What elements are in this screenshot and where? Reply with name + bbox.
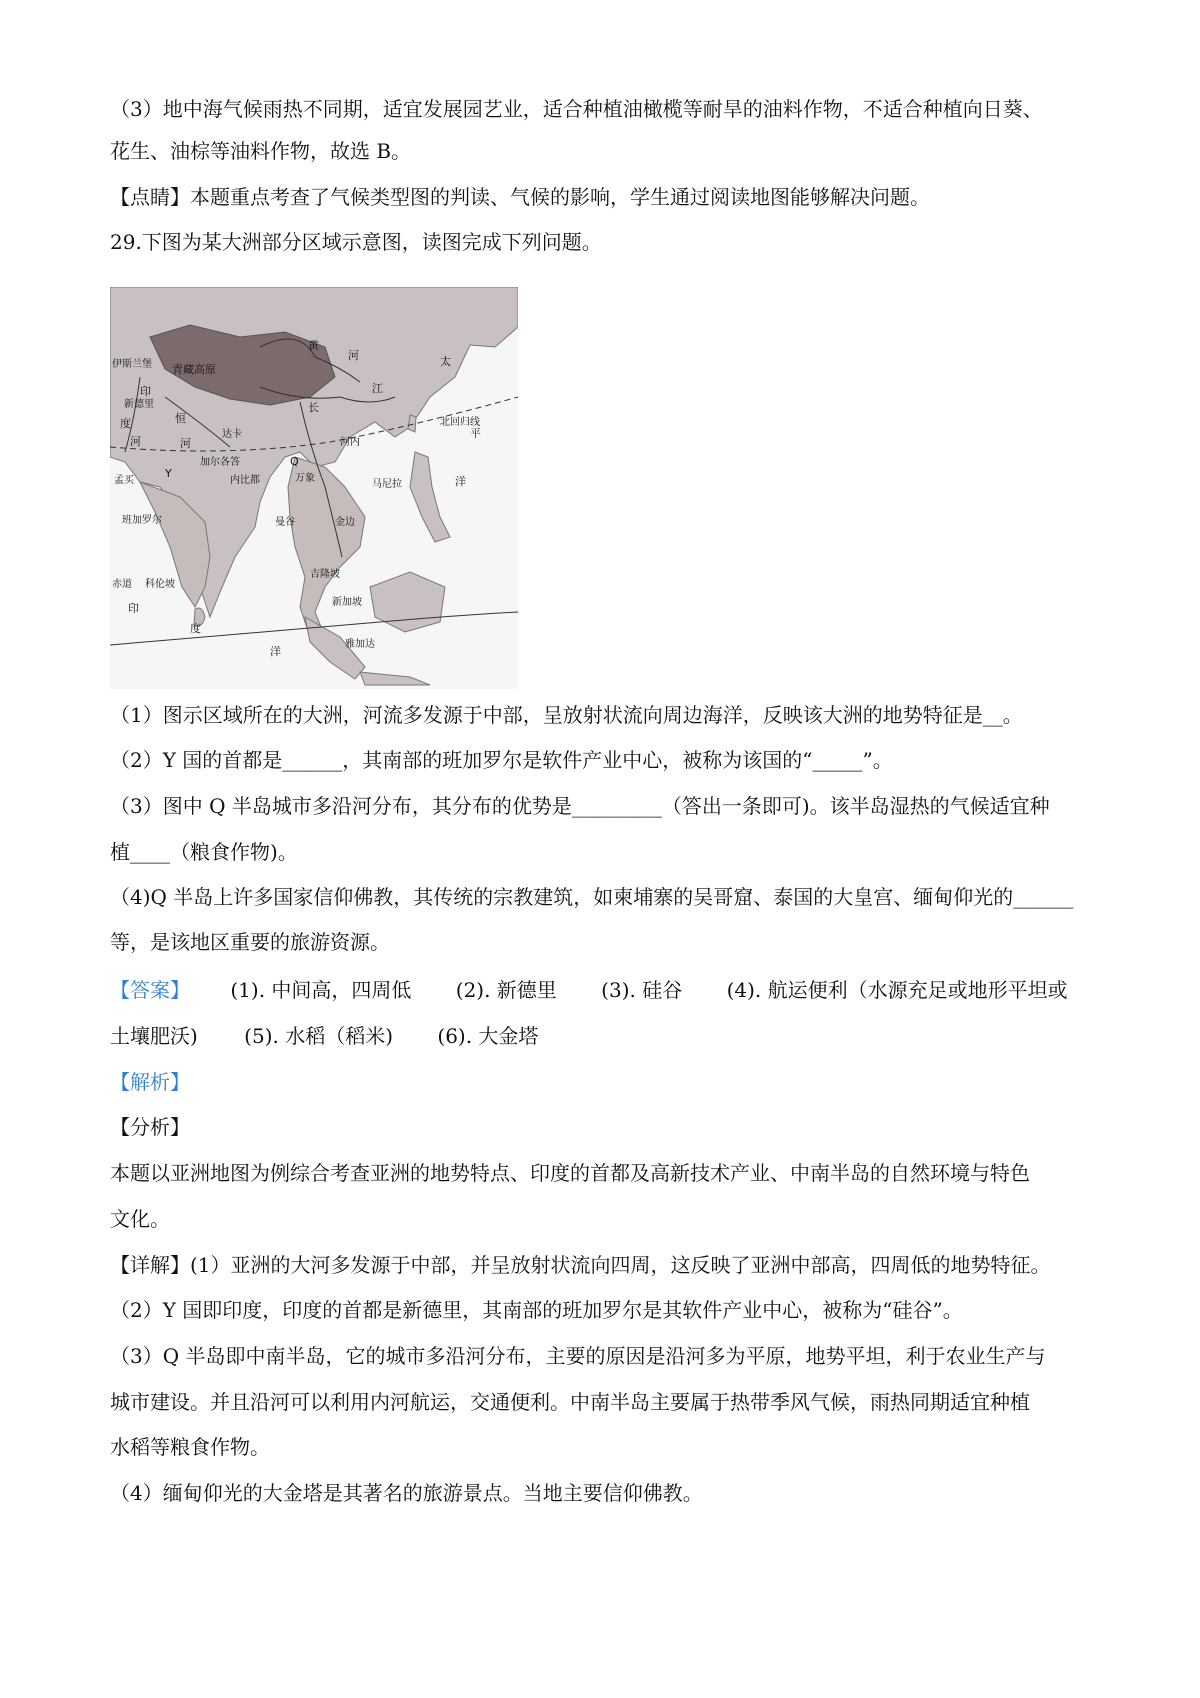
label-singapore: 新加坡 xyxy=(332,597,362,608)
label-indian-c: 洋 xyxy=(270,645,281,658)
label-islamabad: 伊斯兰堡 xyxy=(112,359,152,370)
label-dhaka: 达卡 xyxy=(222,429,242,440)
label-kualalumpur: 吉隆坡 xyxy=(310,569,340,580)
label-indus-b: 度 xyxy=(120,417,131,430)
taiwan xyxy=(408,415,416,432)
label-pacific-c: 洋 xyxy=(455,475,466,488)
analysis-intro-line-1: 本题以亚洲地图为例综合考查亚洲的地势特点、印度的首都及高新技术产业、中南半岛的自然环境与特色 xyxy=(110,1161,1030,1185)
label-indian-b: 度 xyxy=(190,622,201,635)
label-indian-a: 印 xyxy=(128,602,139,615)
label-pacific-a: 太 xyxy=(440,355,451,368)
label-hanoi: 河内 xyxy=(340,437,360,448)
answer-item-1: (1). 中间高，四周低 xyxy=(230,978,412,1002)
question-29-3-line-1: （3）图中 Q 半岛城市多沿河分布，其分布的优势是_________（答出一条即可)。该半岛湿热的气候适宜种 xyxy=(110,794,1050,818)
label-naypyidaw: 内比都 xyxy=(230,475,260,486)
answer-continuation: 土壤肥沃) xyxy=(110,1024,198,1048)
detail-2: （2）Y 国即印度，印度的首都是新德里，其南部的班加罗尔是其软件产业中心，被称为“硅谷”。 xyxy=(110,1298,963,1322)
label-colombo: 科伦坡 xyxy=(145,579,175,590)
analysis-intro-line-2: 文化。 xyxy=(110,1207,170,1231)
label-indus-a: 印 xyxy=(140,385,151,398)
label-ganges-a: 恒 xyxy=(175,412,186,425)
label-jakarta: 雅加达 xyxy=(345,639,375,650)
answer-item-3: (3). 硅谷 xyxy=(601,978,683,1002)
question-29-1: （1）图示区域所在的大洲，河流多发源于中部，呈放射状流向周边海洋，反映该大洲的地势特征是__。 xyxy=(110,703,1023,727)
answer-item-4: (4). 航运便利（水源充足或地形平坦或 xyxy=(726,978,1068,1002)
answer-item-5: (5). 水稻（稻米) xyxy=(244,1024,394,1048)
question-29-4-line-2: 等，是该地区重要的旅游资源。 xyxy=(110,930,390,954)
label-y: Y xyxy=(165,467,172,480)
label-pacific-b: 平 xyxy=(470,427,481,440)
label-bangkok: 曼谷 xyxy=(275,517,295,528)
label-phnompenh: 金边 xyxy=(335,517,355,528)
label-q: Q xyxy=(290,455,299,468)
prev-answer-line-1: （3）地中海气候雨热不同期，适宜发展园艺业，适合种植油橄榄等耐旱的油料作物，不适合种植向日葵、 xyxy=(110,97,1043,121)
answer-item-6: (6). 大金塔 xyxy=(437,1024,539,1048)
asia-region-map xyxy=(110,287,518,689)
question-29-2: （2）Y 国的首都是______，其南部的班加罗尔是软件产业中心，被称为该国的“_____”。 xyxy=(110,748,893,772)
label-vientiane: 万象 xyxy=(295,473,315,484)
label-yangtze-a: 长 xyxy=(308,401,319,414)
detail-1: 【详解】(1）亚洲的大河多发源于中部，并呈放射状流向四周，这反映了亚洲中部高，四周低的地势特征。 xyxy=(110,1253,1051,1277)
detail-3-line-3: 水稻等粮食作物。 xyxy=(110,1435,270,1459)
question-29-4-line-1: （4)Q 半岛上许多国家信仰佛教，其传统的宗教建筑，如柬埔寨的吴哥窟、泰国的大皇宫、缅甸仰光的______ xyxy=(110,885,1074,909)
label-yellow: 黄 xyxy=(308,339,319,352)
label-indus-c: 河 xyxy=(130,435,141,448)
prev-answer-line-2: 花生、油棕等油料作物，故选 B。 xyxy=(110,139,412,163)
answer-tag: 【答案】 xyxy=(110,978,190,1002)
answer-line-1 xyxy=(110,975,1068,1005)
prev-note: 【点睛】本题重点考查了气候类型图的判读、气候的影响，学生通过阅读地图能够解决问题。 xyxy=(110,185,930,209)
label-manila: 马尼拉 xyxy=(372,479,402,490)
question-29-3-line-2: 植____（粮食作物)。 xyxy=(110,840,298,864)
label-bangalore: 班加罗尔 xyxy=(122,515,162,526)
label-newdelhi: 新德里 xyxy=(124,399,154,410)
label-yangtze-b: 江 xyxy=(372,382,383,395)
label-tibet: 青藏高原 xyxy=(172,363,216,376)
fenxi-tag: 【分析】 xyxy=(110,1115,190,1139)
detail-3-line-1: （3）Q 半岛即中南半岛，它的城市多沿河分布，主要的原因是沿河多为平原，地势平坦，利于农业生产与 xyxy=(110,1344,1046,1368)
detail-3-line-2: 城市建设。并且沿河可以利用内河航运，交通便利。中南半岛主要属于热带季风气候，雨热同期适宜种植 xyxy=(110,1390,1030,1414)
question-29-title: 29.下图为某大洲部分区域示意图，读图完成下列问题。 xyxy=(110,230,602,254)
label-kolkata: 加尔各答 xyxy=(200,457,240,468)
label-tropic: 北回归线 xyxy=(440,417,480,428)
answer-item-2: (2). 新德里 xyxy=(455,978,557,1002)
label-equator: 赤道 xyxy=(112,579,132,590)
label-river: 河 xyxy=(348,349,359,362)
label-ganges-b: 河 xyxy=(180,437,191,450)
answer-line-2 xyxy=(110,1021,538,1051)
label-mumbai: 孟买 xyxy=(114,475,134,486)
detail-4: （4）缅甸仰光的大金塔是其著名的旅游景点。当地主要信仰佛教。 xyxy=(110,1481,703,1505)
map-svg xyxy=(110,287,518,689)
analysis-tag: 【解析】 xyxy=(110,1070,190,1094)
